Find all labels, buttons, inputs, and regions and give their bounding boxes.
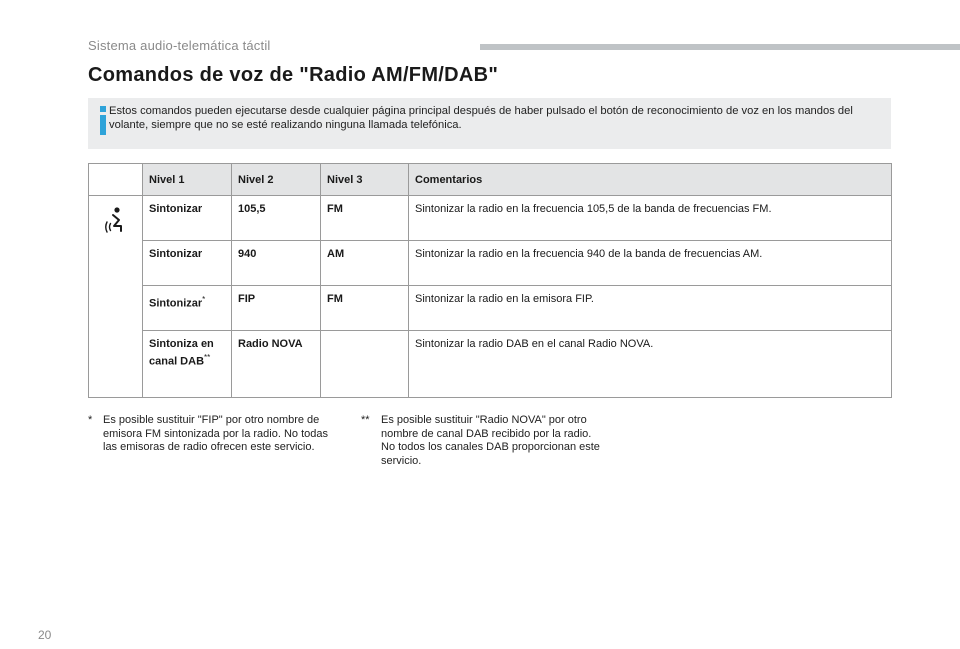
footnote-marker: ** [361, 414, 370, 426]
table-header-cell: Nivel 1 [143, 164, 232, 196]
voice-icon-cell [89, 196, 143, 398]
page-title: Comandos de voz de "Radio AM/FM/DAB" [88, 64, 499, 86]
cell-nivel1: Sintonizar [143, 196, 232, 241]
cell-comentario: Sintonizar la radio en la emisora FIP. [409, 286, 892, 331]
table-header-blank [89, 164, 143, 196]
table-row [89, 241, 892, 286]
footnote-text: Es posible sustituir "Radio NOVA" por otro nombre de canal DAB recibido por la radio. No todos los canales DAB proporcionan este servicio. [381, 414, 600, 467]
cell-nivel1-text: Sintoniza en canal DAB [149, 338, 214, 368]
cell-nivel1 [143, 331, 232, 398]
cell-nivel2: 940 [232, 241, 321, 286]
table-header-cell: Nivel 2 [232, 164, 321, 196]
info-icon [99, 106, 107, 136]
footnote-mark: ** [204, 353, 211, 362]
table-row [89, 286, 892, 331]
table-header-cell: Nivel 3 [321, 164, 409, 196]
info-box [88, 98, 891, 149]
cell-comentario: Sintonizar la radio DAB en el canal Radio NOVA. [409, 331, 892, 398]
header-rule [480, 44, 960, 50]
table-row [89, 331, 892, 398]
table-header-cell: Comentarios [409, 164, 892, 196]
cell-comentario: Sintonizar la radio en la frecuencia 940 de la banda de frecuencias AM. [409, 241, 892, 286]
table-header-row [89, 164, 892, 196]
footnote-mark: * [202, 295, 206, 304]
footnote-text: Es posible sustituir "FIP" por otro nombre de emisora FM sintonizada por la radio. No todas las emisoras de radio ofrecen este servicio. [103, 414, 328, 453]
cell-nivel3: AM [321, 241, 409, 286]
footnote-marker: * [88, 414, 93, 426]
cell-nivel1-text: Sintonizar [149, 297, 203, 310]
section-header: Sistema audio-telemática táctil [88, 38, 271, 53]
cell-nivel2: Radio NOVA [232, 331, 321, 398]
cell-nivel3: FM [321, 196, 409, 241]
cell-nivel2: 105,5 [232, 196, 321, 241]
voice-commands-table [88, 163, 892, 398]
cell-nivel2: FIP [232, 286, 321, 331]
cell-nivel3 [321, 331, 409, 398]
cell-nivel3: FM [321, 286, 409, 331]
voice-command-icon [104, 206, 128, 236]
table-row [89, 196, 892, 241]
page-number: 20 [38, 628, 52, 642]
cell-comentario: Sintonizar la radio en la frecuencia 105,5 de la banda de frecuencias FM. [409, 196, 892, 241]
cell-nivel1: Sintonizar [143, 241, 232, 286]
cell-nivel1 [143, 286, 232, 331]
info-text: Estos comandos pueden ejecutarse desde cualquier página principal después de haber pulsado el botón de reconocimiento de voz en los mandos del volante, siempre que no se esté realizando ninguna llamada telefónica. [109, 105, 853, 131]
